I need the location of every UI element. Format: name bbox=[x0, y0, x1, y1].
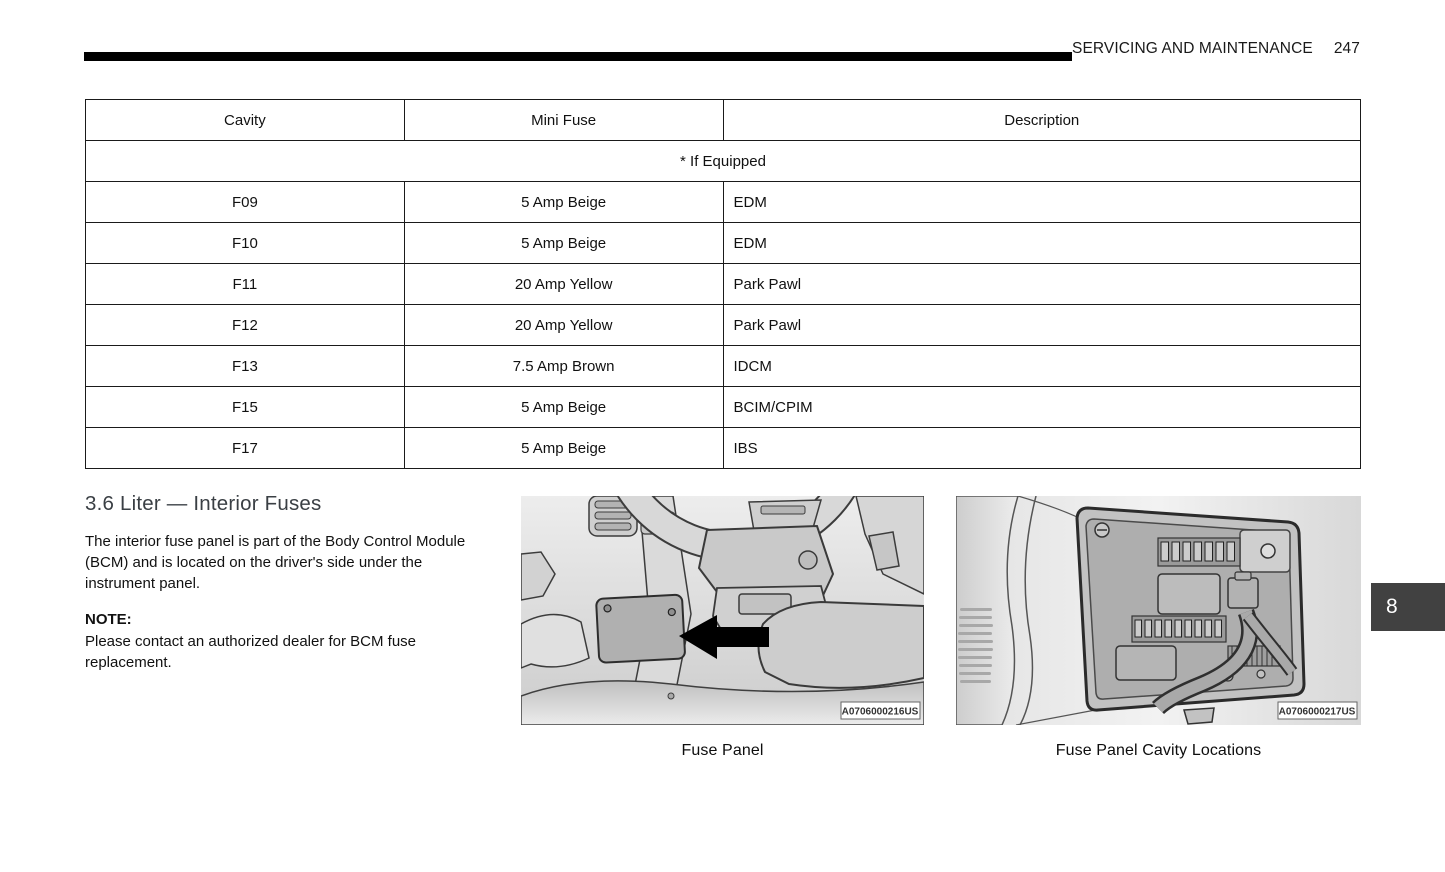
header-rule bbox=[84, 52, 1072, 61]
fuse-panel-figure bbox=[521, 496, 924, 760]
table-row bbox=[86, 346, 1361, 387]
mini-fuse-cell: 5 Amp Beige bbox=[404, 223, 723, 264]
page-header bbox=[1072, 40, 1360, 58]
table-row bbox=[86, 428, 1361, 469]
mini-fuse-cell: 5 Amp Beige bbox=[404, 387, 723, 428]
fuse-row-middle bbox=[1132, 616, 1226, 642]
fuse-table bbox=[85, 99, 1361, 469]
description-cell: IBS bbox=[723, 428, 1361, 469]
column-header-cavity: Cavity bbox=[86, 100, 405, 141]
page-number: 247 bbox=[1333, 40, 1360, 57]
table-row bbox=[86, 387, 1361, 428]
chapter-title: SERVICING AND MAINTENANCE bbox=[1072, 40, 1313, 57]
fuse-access-cover bbox=[596, 594, 685, 662]
chapter-tab bbox=[1371, 583, 1445, 631]
note-label: NOTE: bbox=[85, 611, 132, 628]
description-cell: EDM bbox=[723, 223, 1361, 264]
column-header-description: Description bbox=[723, 100, 1361, 141]
svg-text:A0706000217US: A0706000217US bbox=[1278, 706, 1356, 718]
fuse-row-top bbox=[1158, 538, 1240, 566]
bcm-panel bbox=[1077, 508, 1304, 724]
figure-code-badge bbox=[1278, 702, 1357, 719]
figure-code-badge bbox=[841, 702, 920, 719]
if-equipped-note: * If Equipped bbox=[86, 141, 1361, 182]
cavity-cell: F11 bbox=[86, 264, 405, 305]
figure-caption: Fuse Panel Cavity Locations bbox=[1055, 742, 1262, 759]
description-cell: Park Pawl bbox=[723, 264, 1361, 305]
fuse-panel-cavity-illustration bbox=[956, 496, 1361, 725]
description-cell: EDM bbox=[723, 182, 1361, 223]
table-row bbox=[86, 264, 1361, 305]
section-body: The interior fuse panel is part of the Body Control Module (BCM) and is located on the driver's side under the instrument panel. bbox=[85, 533, 466, 592]
column-header-mini-fuse: Mini Fuse bbox=[404, 100, 723, 141]
mini-fuse-cell: 7.5 Amp Brown bbox=[404, 346, 723, 387]
cavity-cell: F09 bbox=[86, 182, 405, 223]
table-header-row bbox=[86, 100, 1361, 141]
fuse-panel-illustration bbox=[521, 496, 924, 725]
mini-fuse-cell: 20 Amp Yellow bbox=[404, 305, 723, 346]
fuse-panel-cavity-figure bbox=[956, 496, 1361, 760]
description-cell: BCIM/CPIM bbox=[723, 387, 1361, 428]
cavity-cell: F13 bbox=[86, 346, 405, 387]
cavity-cell: F10 bbox=[86, 223, 405, 264]
mini-fuse-cell: 5 Amp Beige bbox=[404, 428, 723, 469]
svg-text:A0706000216US: A0706000216US bbox=[841, 706, 919, 718]
if-equipped-row bbox=[86, 141, 1361, 182]
cavity-cell: F12 bbox=[86, 305, 405, 346]
figure-caption: Fuse Panel bbox=[681, 742, 764, 759]
mini-fuse-cell: 5 Amp Beige bbox=[404, 182, 723, 223]
mini-fuse-cell: 20 Amp Yellow bbox=[404, 264, 723, 305]
description-cell: Park Pawl bbox=[723, 305, 1361, 346]
cavity-cell: F15 bbox=[86, 387, 405, 428]
cavity-cell: F17 bbox=[86, 428, 405, 469]
description-cell: IDCM bbox=[723, 346, 1361, 387]
note-body: Please contact an authorized dealer for BCM fuse replacement. bbox=[85, 633, 417, 671]
chapter-tab-number: 8 bbox=[1386, 595, 1398, 618]
table-row bbox=[86, 305, 1361, 346]
table-row bbox=[86, 182, 1361, 223]
section-heading: 3.6 Liter — Interior Fuses bbox=[85, 492, 322, 515]
table-row bbox=[86, 223, 1361, 264]
section-interior-fuses bbox=[85, 492, 491, 673]
